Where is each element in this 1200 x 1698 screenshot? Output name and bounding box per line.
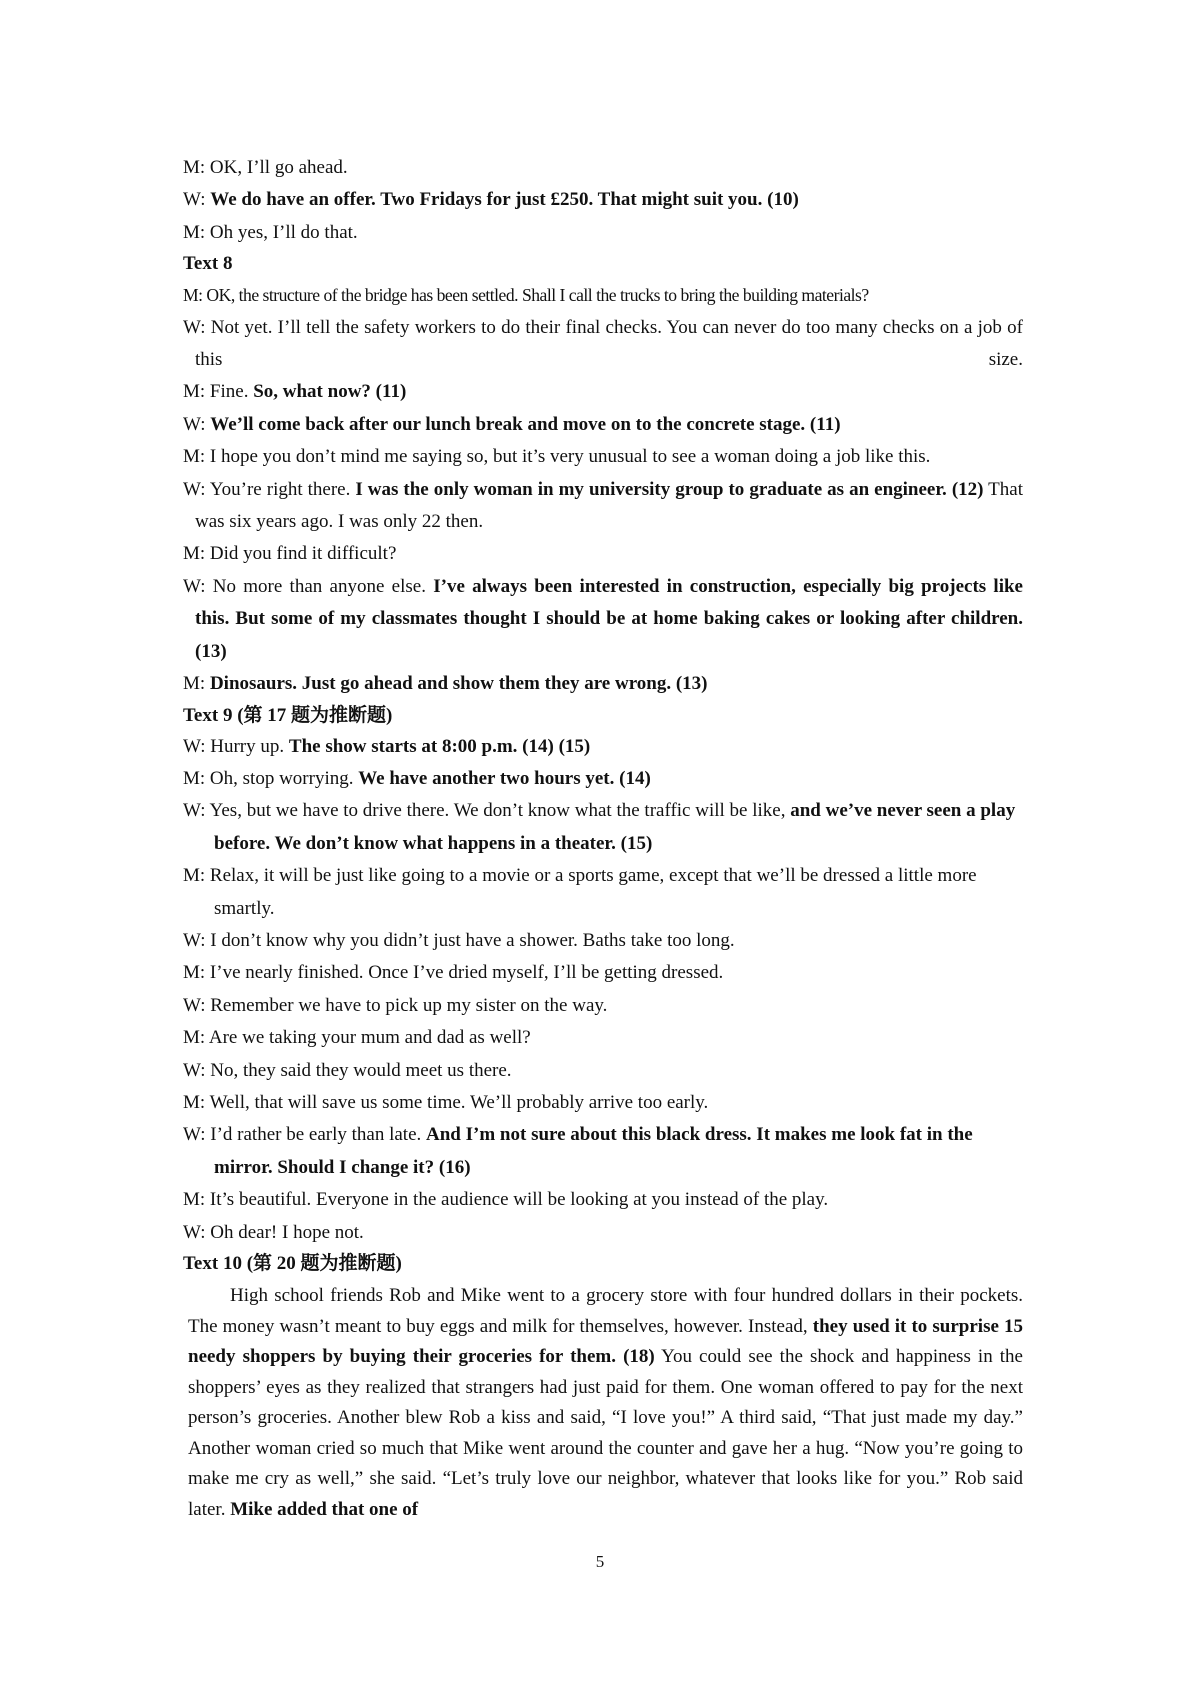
dialogue-line: W: Remember we have to pick up my sister on the way.	[183, 994, 608, 1016]
dialogue-line: M: OK, I’ll go ahead.	[183, 157, 348, 178]
dialogue-line: M: Well, that will save us some time. We’ll probably arrive too early.	[183, 1091, 709, 1113]
section-heading: Text 8	[183, 253, 233, 275]
page-number: 5	[595, 1552, 605, 1571]
dialogue-line: W: No more than anyone else. I’ve always been interested in construction, especially big projects like this. But some of my classmates thought I should be at home baking cakes or looking after children. (13)	[183, 575, 1023, 662]
dialogue-line: W: Not yet. I’ll tell the safety workers to do their final checks. You can never do too many checks on a job of this size.	[183, 316, 1023, 371]
dialogue-line: M: Fine. So, what now? (11)	[183, 381, 407, 403]
dialogue-line: M: It’s beautiful. Everyone in the audience will be looking at you instead of the play.	[183, 1189, 829, 1211]
dialogue-line: W: Oh dear! I hope not.	[183, 1221, 364, 1243]
dialogue-line: M: Oh yes, I’ll do that.	[183, 221, 358, 243]
transcript-body	[183, 152, 1023, 1525]
dialogue-line: M: Relax, it will be just like going to a movie or a sports game, except that we’ll be dressed a little more smartly.	[183, 865, 977, 919]
dialogue-line: M: OK, the structure of the bridge has been settled. Shall I call the trucks to bring the building materials?	[183, 285, 869, 306]
dialogue-line: M: Are we taking your mum and dad as well?	[183, 1027, 531, 1049]
dialogue-line: M: I hope you don’t mind me saying so, but it’s very unusual to see a woman doing a job like this.	[183, 446, 931, 468]
dialogue-line: M: Dinosaurs. Just go ahead and show them they are wrong. (13)	[183, 673, 708, 695]
dialogue-line: W: Yes, but we have to drive there. We don’t know what the traffic will be like, and we’ve never seen a play before. We don’t know what happens in a theater. (15)	[183, 800, 1016, 854]
dialogue-line: W: No, they said they would meet us there.	[183, 1059, 512, 1081]
passage-paragraph: High school friends Rob and Mike went to a grocery store with four hundred dollars in their pockets. The money wasn’t meant to buy eggs and milk for themselves, however. Instead, they used it to surprise 15 needy shoppers by buying their groceries for them. (18) You could see the shock and happiness in the shoppers’ eyes as they realized that strangers had just paid for them. One woman offered to pay for the next person’s groceries. Another blew Rob a kiss and said, “I love you!” A third said, “That just made my day.” Another woman cried so much that Mike went around the counter and gave her a hug. “Now you’re going to make me cry as well,” she said. “Let’s truly love our neighbor, whatever that looks like for you.” Rob said later. Mike added that one of	[188, 1285, 1023, 1520]
dialogue-line: M: I’ve nearly finished. Once I’ve dried myself, I’ll be getting dressed.	[183, 962, 724, 984]
dialogue-line: W: We’ll come back after our lunch break and move on to the concrete stage. (11)	[183, 413, 841, 435]
dialogue-line: W: We do have an offer. Two Fridays for just £250. That might suit you. (10)	[183, 189, 799, 211]
dialogue-line: M: Oh, stop worrying. We have another two hours yet. (14)	[183, 767, 651, 789]
dialogue-line: W: I don’t know why you didn’t just have a shower. Baths take too long.	[183, 929, 735, 951]
dialogue-line: W: I’d rather be early than late. And I’m not sure about this black dress. It makes me look fat in the mirror. Should I change it? (16)	[183, 1124, 973, 1178]
dialogue-line: W: You’re right there. I was the only woman in my university group to graduate as an engineer. (12) That was six years ago. I was only 22 then.	[183, 478, 1023, 533]
section-heading: Text 10 (第 20 题为推断题)	[183, 1253, 402, 1274]
dialogue-line: W: Hurry up. The show starts at 8:00 p.m. (14) (15)	[183, 735, 591, 757]
dialogue-line: M: Did you find it difficult?	[183, 543, 397, 565]
section-heading: Text 9 (第 17 题为推断题)	[183, 704, 393, 726]
